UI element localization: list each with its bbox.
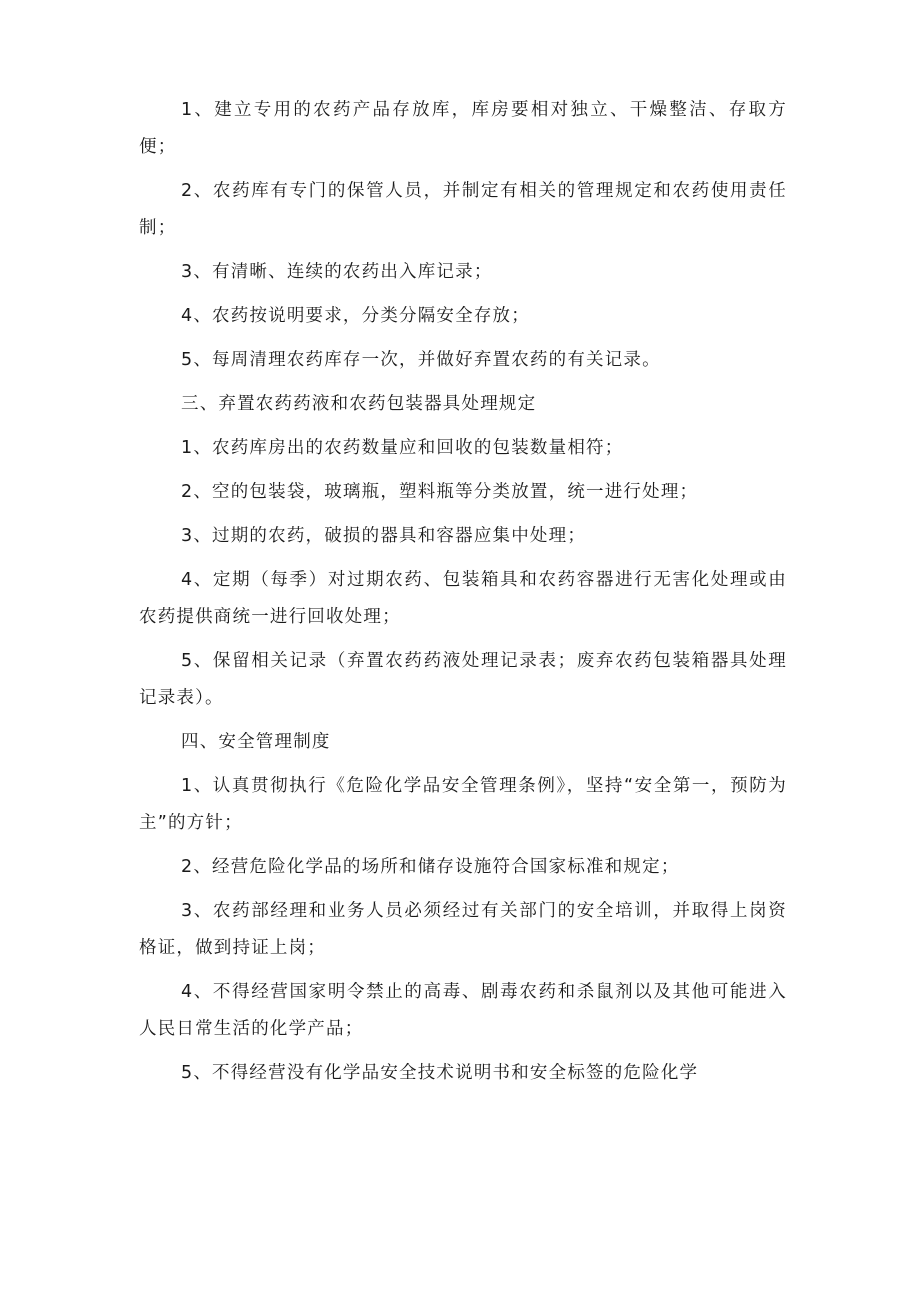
paragraph-item-9: 4、定期（每季）对过期农药、包装箱具和农药容器进行无害化处理或由农药提供商统一进行回收处理；	[139, 570, 787, 627]
paragraph-item-1: 1、建立专用的农药产品存放库，库房要相对独立、干燥整洁、存取方便；	[139, 100, 787, 157]
paragraph-item-15: 5、不得经营没有化学品安全技术说明书和安全标签的危险化学	[181, 1063, 699, 1083]
paragraph-item-13: 3、农药部经理和业务人员必须经过有关部门的安全培训，并取得上岗资格证，做到持证上岗；	[139, 901, 787, 958]
paragraph-item-6: 1、农药库房出的农药数量应和回收的包装数量相符；	[181, 438, 624, 458]
paragraph-item-8: 3、过期的农药，破损的器具和容器应集中处理；	[181, 526, 587, 546]
paragraph-item-7: 2、空的包装袋，玻璃瓶，塑料瓶等分类放置，统一进行处理；	[181, 482, 699, 502]
section-heading-4: 四、安全管理制度	[181, 732, 331, 752]
paragraph-item-10: 5、保留相关记录（弃置农药药液处理记录表；废弃农药包装箱器具处理记录表）。	[139, 651, 787, 708]
paragraph-item-11: 1、认真贯彻执行《危险化学品安全管理条例》，坚持“安全第一，预防为主”的方针；	[139, 776, 787, 833]
paragraph-item-3: 3、有清晰、连续的农药出入库记录；	[181, 262, 493, 282]
document-body	[139, 92, 787, 1099]
paragraph-item-14: 4、不得经营国家明令禁止的高毒、剧毒农药和杀鼠剂以及其他可能进入人民日常生活的化学产品；	[139, 982, 787, 1039]
paragraph-item-12: 2、经营危险化学品的场所和储存设施符合国家标准和规定；	[181, 857, 680, 877]
paragraph-item-2: 2、农药库有专门的保管人员，并制定有相关的管理规定和农药使用责任制；	[139, 181, 787, 238]
section-heading-3: 三、弃置农药药液和农药包装器具处理规定	[181, 394, 537, 414]
paragraph-item-4: 4、农药按说明要求，分类分隔安全存放；	[181, 306, 530, 326]
paragraph-item-5: 5、每周清理农药库存一次，并做好弃置农药的有关记录。	[181, 350, 661, 370]
